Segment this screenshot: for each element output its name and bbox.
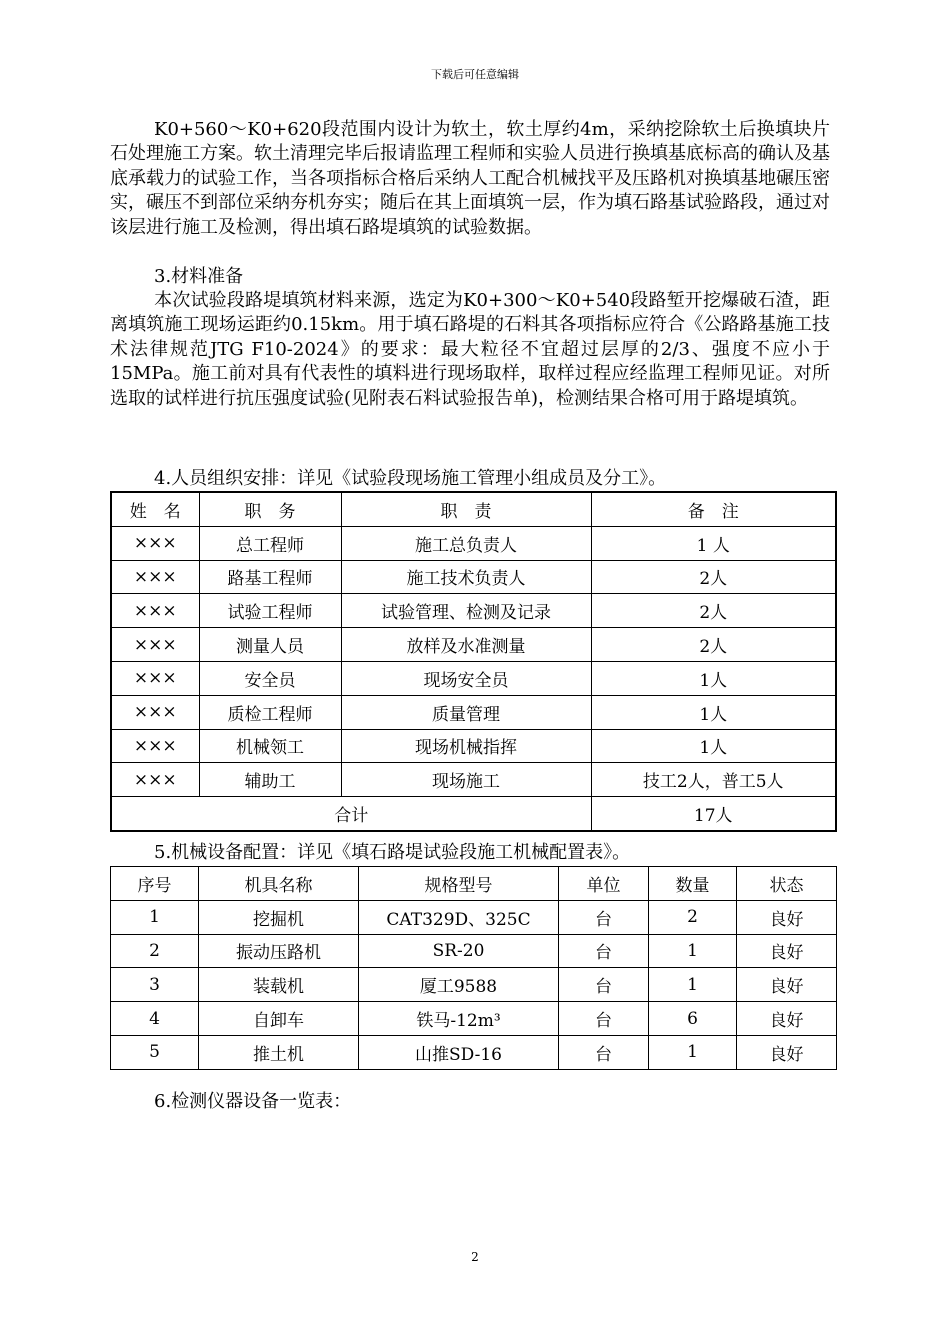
table-row	[111, 763, 836, 797]
table-cell: 山推SD-16	[359, 1035, 559, 1069]
table-cell: ×××	[111, 594, 199, 628]
table-cell: 质量管理	[341, 695, 591, 729]
table-cell: 1	[649, 934, 737, 968]
table-cell: 辅助工	[199, 763, 341, 797]
column-header: 规格型号	[359, 867, 559, 901]
table-cell: 机械领工	[199, 729, 341, 763]
table-cell: 推土机	[199, 1035, 359, 1069]
table-cell: 试验管理、检测及记录	[341, 594, 591, 628]
column-header: 状态	[737, 867, 837, 901]
table-cell: 挖掘机	[199, 900, 359, 934]
table-header-row	[111, 867, 837, 901]
table-cell: 装载机	[199, 968, 359, 1002]
table-cell: 台	[559, 1002, 649, 1036]
table-row	[111, 900, 837, 934]
table-cell: 试验工程师	[199, 594, 341, 628]
paragraph-soft-soil-text: K0+560～K0+620段范围内设计为软土，软土厚约4m，采纳挖除软土后换填块片石处理施工方案。软土清理完毕后报请监理工程师和实验人员进行换填基底标高的确认及基底承载力的试验工作，当各项指标合格后采纳人工配合机械找平及压路机对换填基地碾压密实，碾压不到部位采纳夯机夯实；随后在其上面填筑一层，作为填石路基试验路段，通过对该层进行施工及检测，得出填石路堤填筑的试验数据。	[110, 119, 830, 238]
column-header: 姓 名	[111, 492, 199, 526]
table-cell: 质检工程师	[199, 695, 341, 729]
table-cell: 2人	[591, 560, 836, 594]
table-cell: 1人	[591, 729, 836, 763]
heading-instruments: 6.检测仪器设备一览表：	[154, 1091, 352, 1112]
table-cell: 良好	[737, 1035, 837, 1069]
table-cell: 1人	[591, 695, 836, 729]
table-cell: ×××	[111, 695, 199, 729]
table-cell: 放样及水准测量	[341, 628, 591, 662]
table-cell: 1	[111, 900, 199, 934]
table-row	[111, 1035, 837, 1069]
paragraph-soft-soil	[110, 118, 830, 240]
table-row	[111, 729, 836, 763]
table-cell: ×××	[111, 763, 199, 797]
equipment-table	[110, 866, 837, 1070]
table-cell: 技工2人，普工5人	[591, 763, 836, 797]
table-cell: 现场机械指挥	[341, 729, 591, 763]
table-cell: 2人	[591, 628, 836, 662]
table-cell: ×××	[111, 560, 199, 594]
table-cell: 厦工9588	[359, 968, 559, 1002]
table-cell: 1 人	[591, 526, 836, 560]
paragraph-material-text: 本次试验段路堤填筑材料来源，选定为K0+300～K0+540段路堑开挖爆破石渣，距离填筑施工现场运距约0.15km。用于填石路堤的石料其各项指标应符合《公路路基施工技术法律规范JTG F10-2024》的要求：最大粒径不宜超过层厚的2/3、强度不应小于15MPa。施工前对具有代表性的填料进行现场取样，取样过程应经监理工程师见证。对所选取的试样进行抗压强度试验(见附表石料试验报告单)，检测结果合格可用于路堤填筑。	[110, 290, 830, 409]
table-row	[111, 526, 836, 560]
table-cell: 良好	[737, 968, 837, 1002]
table-cell: 现场安全员	[341, 661, 591, 695]
table-cell: 良好	[737, 934, 837, 968]
table-row	[111, 934, 837, 968]
table-header-row	[111, 492, 836, 526]
table-cell: ×××	[111, 526, 199, 560]
column-header: 单位	[559, 867, 649, 901]
table-cell: CAT329D、325C	[359, 900, 559, 934]
table-cell: 2	[111, 934, 199, 968]
table-cell: 良好	[737, 1002, 837, 1036]
table-cell: 6	[649, 1002, 737, 1036]
table-cell: ×××	[111, 628, 199, 662]
column-header: 机具名称	[199, 867, 359, 901]
table-cell: 4	[111, 1002, 199, 1036]
paragraph-material	[110, 289, 830, 411]
table-row	[111, 661, 836, 695]
table-cell: SR-20	[359, 934, 559, 968]
table-cell: 施工技术负责人	[341, 560, 591, 594]
table-row	[111, 560, 836, 594]
staff-table	[110, 491, 837, 832]
table-row	[111, 968, 837, 1002]
table-row	[111, 1002, 837, 1036]
table-cell: 测量人员	[199, 628, 341, 662]
table-cell: 5	[111, 1035, 199, 1069]
column-header: 备 注	[591, 492, 836, 526]
table-cell: 自卸车	[199, 1002, 359, 1036]
table-cell: 台	[559, 900, 649, 934]
table-cell: ×××	[111, 729, 199, 763]
table-cell: 安全员	[199, 661, 341, 695]
table-cell: 铁马-12m³	[359, 1002, 559, 1036]
table-cell: 2人	[591, 594, 836, 628]
table-cell: 总工程师	[199, 526, 341, 560]
table-row	[111, 628, 836, 662]
heading-equipment: 5.机械设备配置：详见《填石路堤试验段施工机械配置表》。	[154, 842, 631, 863]
total-value: 17人	[591, 797, 836, 831]
table-cell: 台	[559, 934, 649, 968]
total-label: 合计	[111, 797, 591, 831]
table-cell: ×××	[111, 661, 199, 695]
table-cell: 路基工程师	[199, 560, 341, 594]
column-header: 职 务	[199, 492, 341, 526]
column-header: 数量	[649, 867, 737, 901]
heading-material-prep: 3.材料准备	[154, 266, 244, 287]
table-row	[111, 594, 836, 628]
table-cell: 现场施工	[341, 763, 591, 797]
table-cell: 3	[111, 968, 199, 1002]
table-cell: 1	[649, 1035, 737, 1069]
heading-staff: 4.人员组织安排：详见《试验段现场施工管理小组成员及分工》。	[154, 468, 667, 489]
table-cell: 2	[649, 900, 737, 934]
column-header: 职 责	[341, 492, 591, 526]
total-row	[111, 797, 836, 831]
table-cell: 振动压路机	[199, 934, 359, 968]
table-cell: 施工总负责人	[341, 526, 591, 560]
table-cell: 良好	[737, 900, 837, 934]
table-cell: 1	[649, 968, 737, 1002]
table-cell: 台	[559, 1035, 649, 1069]
table-cell: 1人	[591, 661, 836, 695]
table-row	[111, 695, 836, 729]
table-cell: 台	[559, 968, 649, 1002]
column-header: 序号	[111, 867, 199, 901]
page-number: 2	[471, 1250, 479, 1264]
page-header: 下载后可任意编辑	[431, 68, 519, 81]
